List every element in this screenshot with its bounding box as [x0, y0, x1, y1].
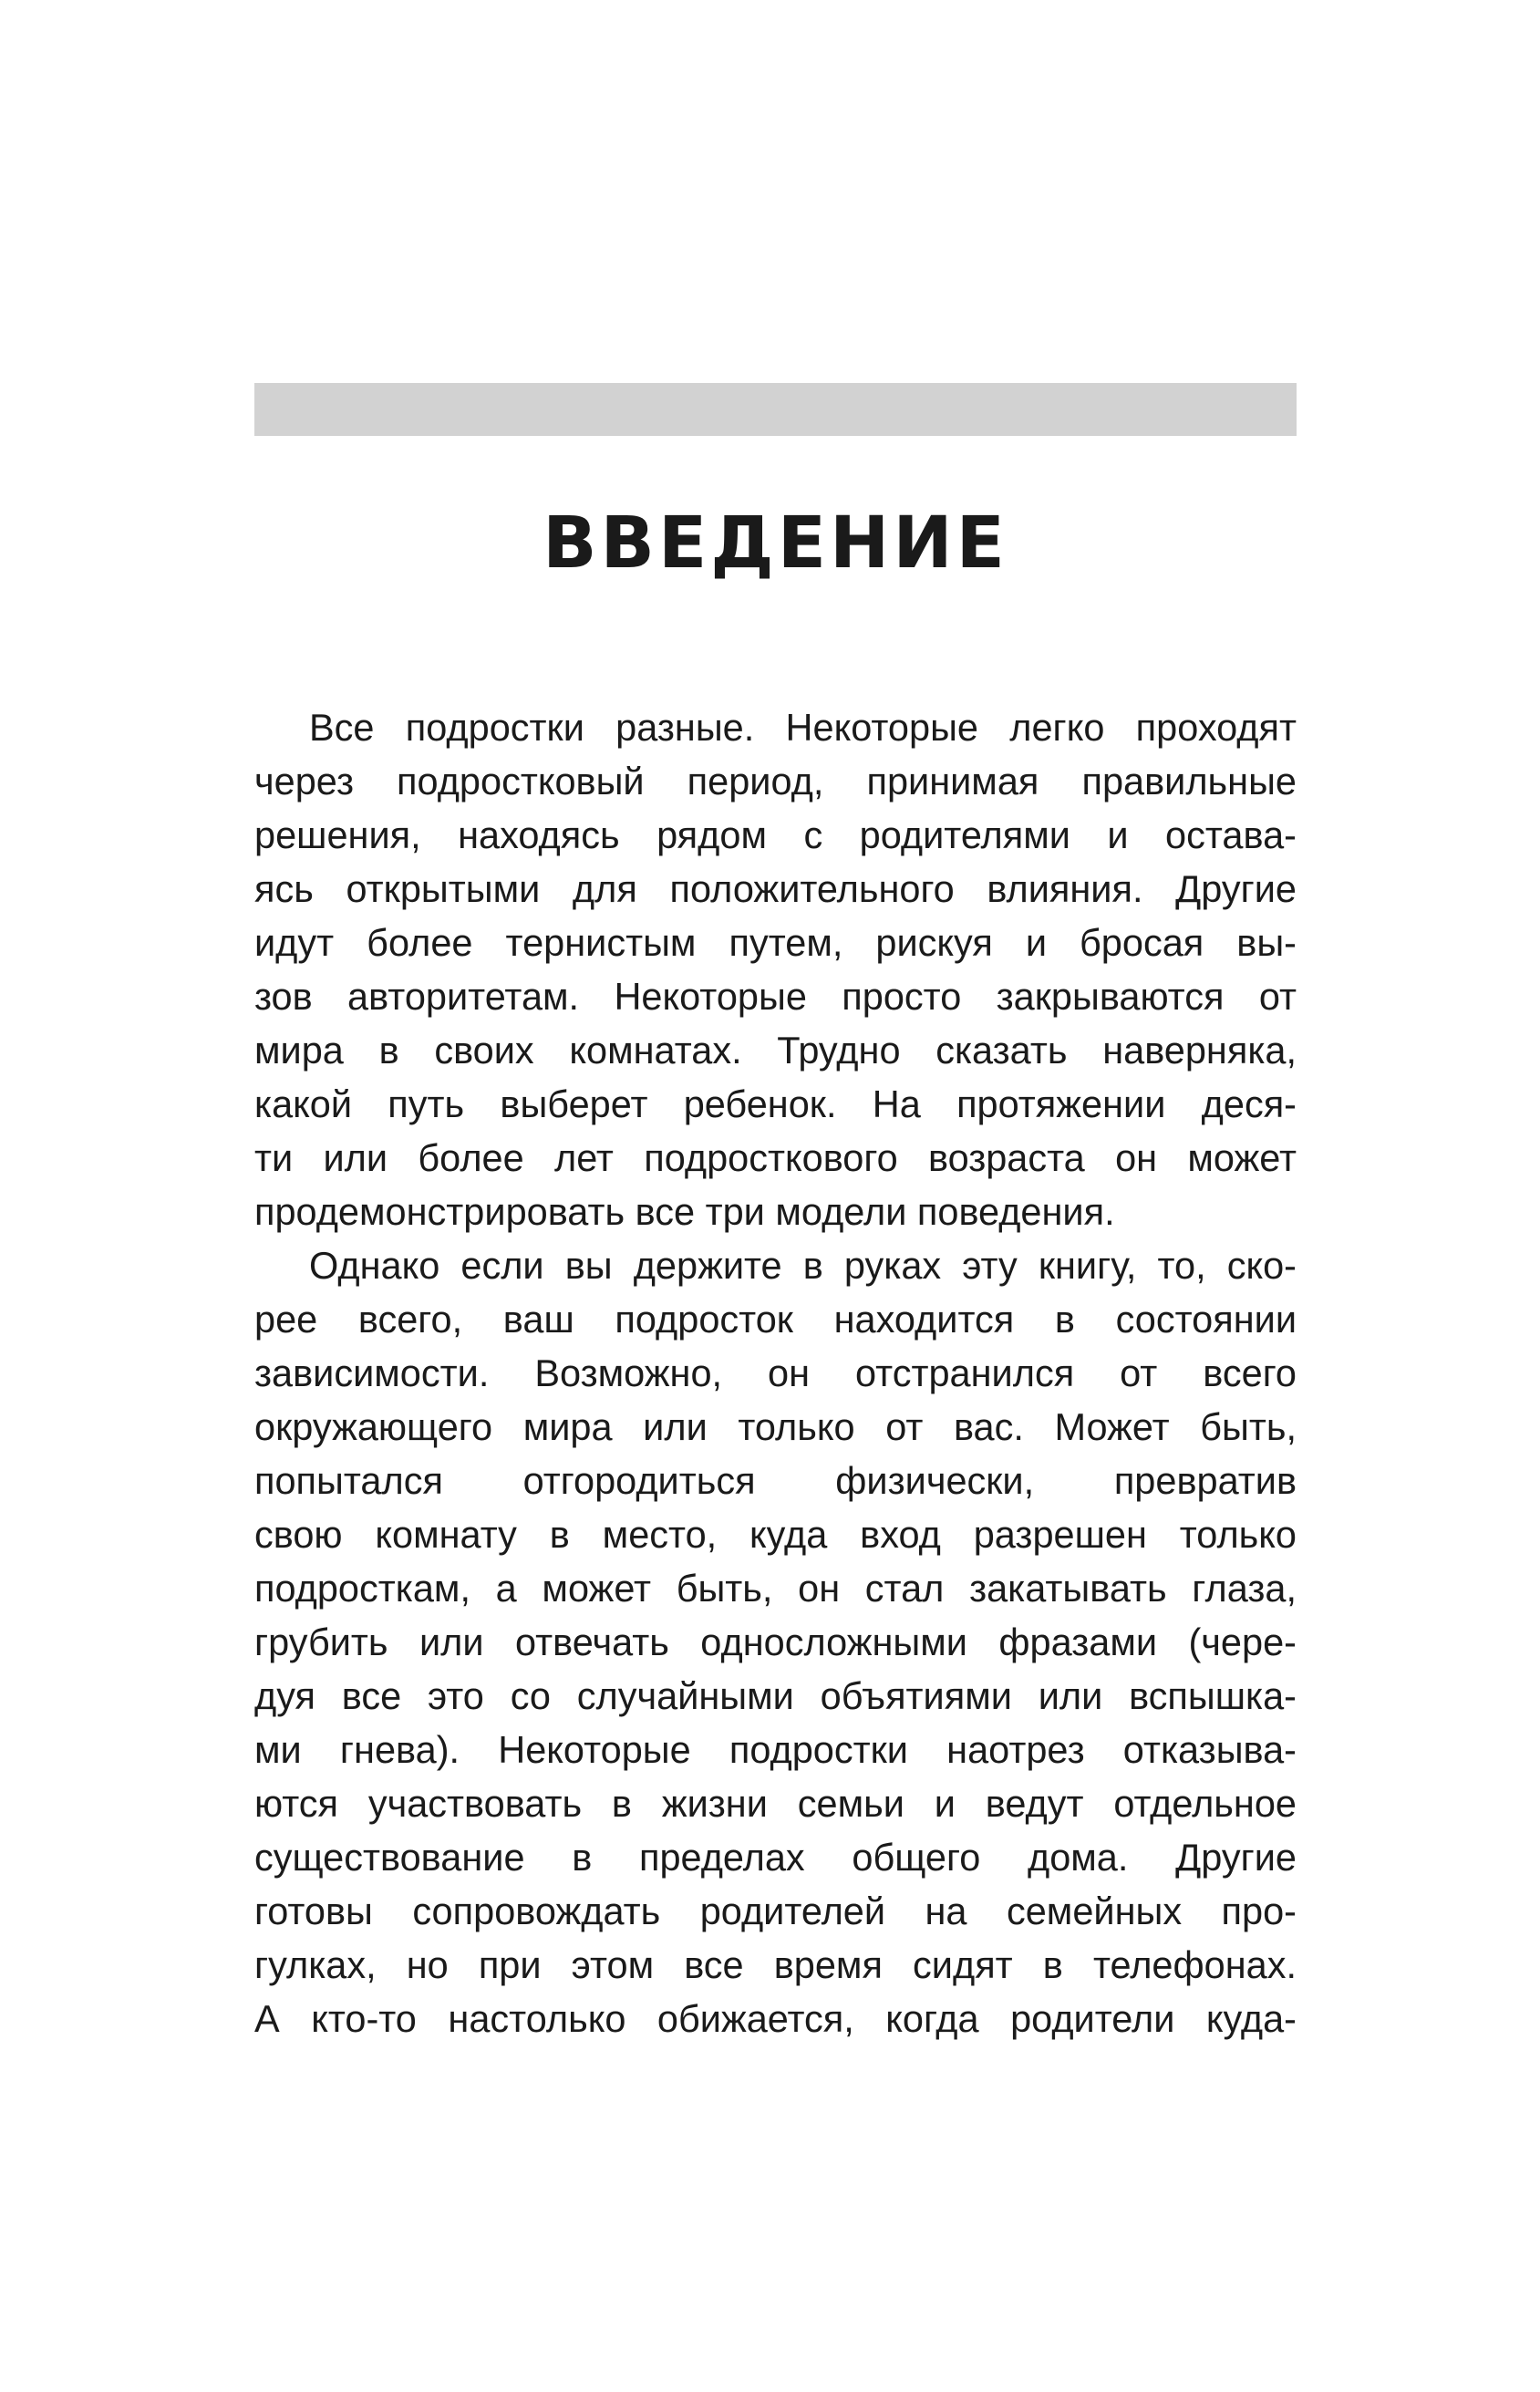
text-line: попытался отгородиться физически, превратив — [254, 1459, 1297, 1502]
text-line: существование в пределах общего дома. Другие — [254, 1836, 1297, 1879]
text-line: мира в своих комнатах. Трудно сказать наверняка, — [254, 1029, 1297, 1072]
text-line: готовы сопровождать родителей на семейных про- — [254, 1890, 1297, 1932]
body-text — [254, 700, 1297, 2045]
text-line: идут более тернистым путем, рискуя и бросая вы- — [254, 921, 1297, 964]
text-line: подросткам, а может быть, он стал закатывать глаза, — [254, 1567, 1297, 1610]
text-line: продемонстрировать все три модели поведения. — [254, 1190, 1115, 1233]
text-line: Все подростки разные. Некоторые легко проходят — [309, 706, 1297, 749]
paragraph-1 — [254, 700, 1297, 1238]
chapter-header-bar — [254, 383, 1297, 436]
paragraph-2 — [254, 1238, 1297, 2045]
text-line: зависимости. Возможно, он отстранился от всего — [254, 1351, 1297, 1394]
text-line: свою комнату в место, куда вход разрешен только — [254, 1513, 1297, 1556]
text-line: решения, находясь рядом с родителями и остава- — [254, 813, 1297, 856]
text-line: гулках, но при этом все время сидят в телефонах. — [254, 1943, 1297, 1986]
text-line: грубить или отвечать односложными фразами (чере- — [254, 1621, 1297, 1663]
text-line: окружающего мира или только от вас. Может быть, — [254, 1405, 1297, 1448]
text-line: дуя все это со случайными объятиями или вспышка- — [254, 1674, 1297, 1717]
text-line: зов авторитетам. Некоторые просто закрываются от — [254, 975, 1297, 1018]
text-line: Однако если вы держите в руках эту книгу, то, ско- — [309, 1244, 1297, 1287]
text-line: ти или более лет подросткового возраста он может — [254, 1136, 1297, 1179]
chapter-title: ВВЕДЕНИЕ — [543, 502, 1008, 585]
text-line: какой путь выберет ребенок. На протяжении деся- — [254, 1082, 1297, 1125]
text-line: ми гнева). Некоторые подростки наотрез отказыва- — [254, 1728, 1297, 1771]
text-line: ются участвовать в жизни семьи и ведут отдельное — [254, 1782, 1297, 1825]
text-line: ясь открытыми для положительного влияния. Другие — [254, 867, 1297, 910]
text-line: рее всего, ваш подросток находится в состоянии — [254, 1298, 1297, 1341]
text-line: А кто-то настолько обижается, когда родители куда- — [254, 1997, 1297, 2040]
text-line: через подростковый период, принимая правильные — [254, 760, 1297, 803]
